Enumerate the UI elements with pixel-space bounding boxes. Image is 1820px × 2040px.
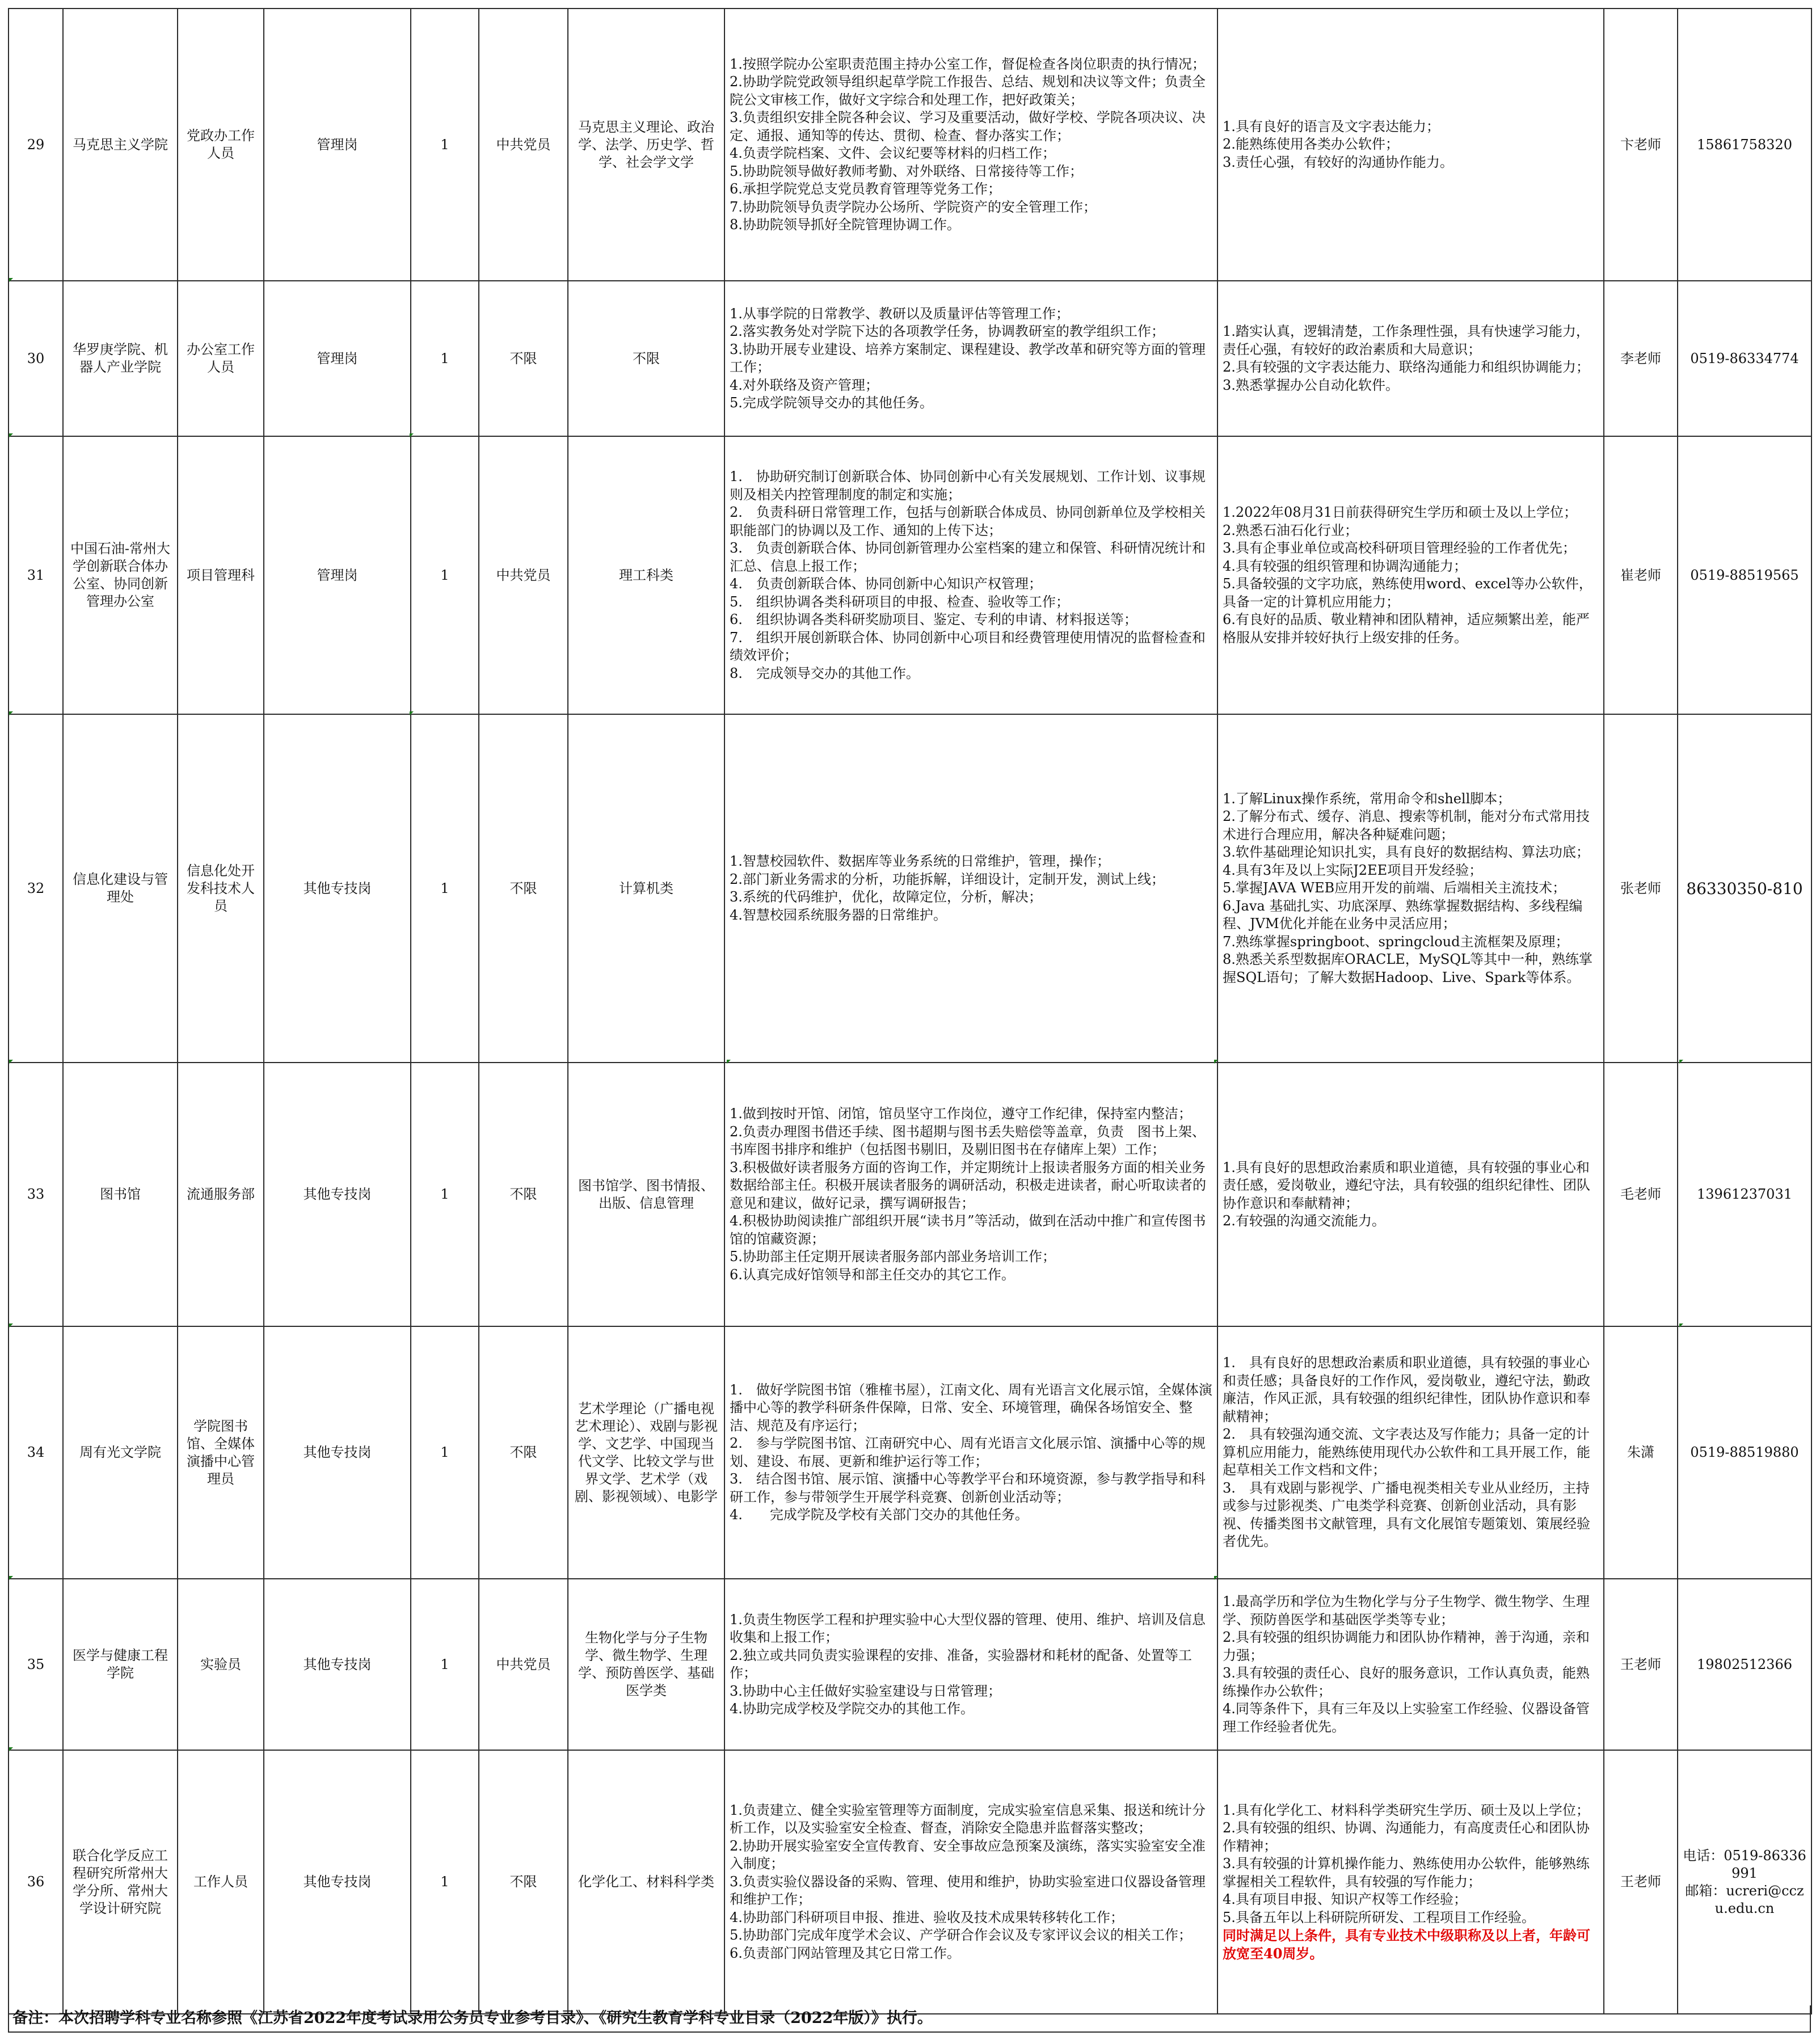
duty-item: 5.协助院领导做好教师考勤、对外联络、日常接待等工作； bbox=[730, 163, 1083, 179]
row-number: 33 bbox=[9, 1063, 63, 1326]
duty-item: 2.协助学院党政领导组织起草学院工作报告、总结、规划和决议等文件；负责全院公文审核工作，做好文字综合和处理工作，把好政策关； bbox=[730, 74, 1206, 108]
requirement-item: 7.熟练掌握springboot、springcloud主流框架及原理； bbox=[1223, 933, 1569, 950]
requirement-item: 1.最高学历和学位为生物化学与分子生物学、微生物学、生理学、预防兽医学和基础医学类等专业； bbox=[1223, 1594, 1590, 1628]
duty-item: 2. 参与学院图书馆、江南研究中心、周有光语言文化展示馆、演播中心等的规划、建设、布展、更新和维护运行等工作； bbox=[730, 1435, 1206, 1469]
political-status-cell: 不限 bbox=[479, 1063, 568, 1326]
requirement-item: 5.具备较强的文字功底，熟练使用word、excel等办公软件，具备一定的计算机应用能力； bbox=[1223, 576, 1592, 610]
table-row bbox=[9, 1750, 1811, 2014]
requirement-item: 5.掌握JAVA WEB应用开发的前端、后端相关主流技术； bbox=[1223, 880, 1566, 896]
major-cell: 生物化学与分子生物学、微生物学、生理学、预防兽医学、基础医学类 bbox=[568, 1579, 724, 1750]
political-status-cell: 中共党员 bbox=[479, 436, 568, 714]
major-cell: 图书馆学、图书情报、出版、信息管理 bbox=[568, 1063, 724, 1326]
duties-cell bbox=[724, 9, 1217, 281]
duty-item: 2.独立或共同负责实验课程的安排、准备，实验器材和耗材的配备、处置等工作； bbox=[730, 1647, 1192, 1681]
duty-item: 2.协助开展实验室安全宣传教育、安全事故应急预案及演练，落实实验室安全准入制度； bbox=[730, 1837, 1206, 1872]
requirement-item: 3.软件基础理论知识扎实，具有良好的数据结构、算法功底； bbox=[1223, 844, 1590, 861]
duty-item: 2.负责办理图书借还手续、图书超期与图书丢失赔偿等盖章，负责 图书上架、书库图书排序和维护（包括图书剔旧，及剔旧图书在存储库上架）工作； bbox=[730, 1123, 1206, 1157]
contact-cell: 毛老师 bbox=[1604, 1063, 1678, 1326]
position-cell: 工作人员 bbox=[178, 1750, 264, 2014]
requirements-cell bbox=[1217, 9, 1604, 281]
position-cell: 党政办工作人员 bbox=[178, 9, 264, 281]
requirement-item: 1.具有良好的思想政治素质和职业道德，具有较强的事业心和责任感，爱岗敬业，遵纪守法，具有较强的组织纪律性、团队协作意识和奉献精神； bbox=[1223, 1159, 1590, 1211]
duty-item: 3.负责组织安排全院各种会议、学习及重要活动，做好学校、学院各项决议、决定、通报、通知等的传达、贯彻、检查、督办落实工作； bbox=[730, 109, 1206, 144]
recruitment-table bbox=[8, 8, 1812, 2014]
cell-corner-marker bbox=[1214, 1060, 1218, 1064]
phone-cell: 86330350-810 bbox=[1678, 714, 1811, 1063]
row-number: 29 bbox=[9, 9, 63, 281]
duty-item: 7. 组织开展创新联合体、协同创新中心项目和经费管理使用情况的监督检查和绩效评价； bbox=[730, 629, 1206, 663]
duty-item: 3. 负责创新联合体、协同创新管理办公室档案的建立和保管、科研情况统计和汇总、信息上报工作； bbox=[730, 540, 1206, 574]
major-cell: 理工科类 bbox=[568, 436, 724, 714]
post-type-cell: 其他专技岗 bbox=[264, 1063, 411, 1326]
duty-item: 6.认真完成好馆领导和部主任交办的其它工作。 bbox=[730, 1266, 1015, 1283]
requirement-item: 2. 具有较强沟通交流、文字表达及写作能力；具备一定的计算机应用能力，能熟练使用现代办公软件和工具开展工作，能起草相关工作文档和文件； bbox=[1223, 1426, 1590, 1478]
requirement-item: 1.2022年08月31日前获得研究生学历和硕士及以上学位； bbox=[1223, 504, 1578, 520]
headcount-cell: 1 bbox=[411, 281, 479, 436]
cell-corner-marker bbox=[1679, 1324, 1683, 1327]
requirement-item: 6.Java 基础扎实、功底深厚、熟练掌握数据结构、多线程编程、JVM优化并能在业务中灵活应用； bbox=[1223, 897, 1583, 932]
requirements-cell bbox=[1217, 1750, 1604, 2014]
row-number: 34 bbox=[9, 1326, 63, 1579]
headcount-cell: 1 bbox=[411, 1579, 479, 1750]
duty-item: 3.负责实验仪器设备的采购、管理、使用和维护，协助实验室进口仪器设备管理和维护工作； bbox=[730, 1873, 1206, 1908]
requirement-item: 2.具有较强的组织协调能力和团队协作精神，善于沟通，亲和力强； bbox=[1223, 1629, 1590, 1663]
post-type-cell: 管理岗 bbox=[264, 9, 411, 281]
cell-corner-marker bbox=[1214, 1576, 1218, 1580]
contact-cell: 崔老师 bbox=[1604, 436, 1678, 714]
cell-corner-marker bbox=[410, 711, 414, 715]
duty-item: 8.协助院领导抓好全院管理协调工作。 bbox=[730, 217, 960, 233]
phone-cell: 15861758320 bbox=[1678, 9, 1811, 281]
post-type-cell: 其他专技岗 bbox=[264, 714, 411, 1063]
headcount-cell: 1 bbox=[411, 436, 479, 714]
duty-item: 4.负责学院档案、文件、会议纪要等材料的归档工作； bbox=[730, 145, 1056, 161]
requirement-item: 3.责任心强，有较好的沟通协作能力。 bbox=[1223, 154, 1454, 170]
cell-corner-marker bbox=[9, 711, 13, 715]
duty-item: 1.做到按时开馆、闭馆，馆员坚守工作岗位，遵守工作纪律，保持室内整洁； bbox=[730, 1106, 1192, 1122]
requirement-item: 1.具有良好的语言及文字表达能力； bbox=[1223, 118, 1440, 134]
requirement-item: 3.具有较强的责任心、良好的服务意识，工作认真负责，能熟练操作办公软件； bbox=[1223, 1665, 1590, 1699]
unit-cell: 联合化学反应工程研究所常州大学分所、常州大学设计研究院 bbox=[63, 1750, 178, 2014]
post-type-cell: 管理岗 bbox=[264, 436, 411, 714]
table-row bbox=[9, 1063, 1811, 1326]
requirement-item: 3.具有企事业单位或高校科研项目管理经验的工作者优先； bbox=[1223, 540, 1576, 556]
contact-cell: 卞老师 bbox=[1604, 9, 1678, 281]
duty-item: 6.负责部门网站管理及其它日常工作。 bbox=[730, 1945, 960, 1961]
post-type-cell: 其他专技岗 bbox=[264, 1326, 411, 1579]
table-row bbox=[9, 1326, 1811, 1579]
duties-cell bbox=[724, 714, 1217, 1063]
table-row bbox=[9, 436, 1811, 714]
phone-line: 邮箱：ucreri@cczu.edu.cn bbox=[1685, 1882, 1804, 1916]
duties-cell bbox=[724, 1063, 1217, 1326]
duty-item: 2. 负责科研日常管理工作，包括与创新联合体成员、协同创新单位及学校相关职能部门的协调以及工作、通知的上传下达； bbox=[730, 504, 1206, 538]
duty-item: 2.部门新业务需求的分析，功能拆解，详细设计，定制开发，测试上线； bbox=[730, 871, 1165, 887]
phone-line: 电话：0519-86336991 bbox=[1683, 1847, 1806, 1881]
major-cell: 不限 bbox=[568, 281, 724, 436]
requirement-item: 5.具备五年以上科研院所研发、工程项目工作经验。 bbox=[1223, 1909, 1535, 1925]
contact-cell: 王老师 bbox=[1604, 1579, 1678, 1750]
duty-item: 7.协助院领导负责学院办公场所、学院资产的安全管理工作； bbox=[730, 199, 1097, 215]
unit-cell: 马克思主义学院 bbox=[63, 9, 178, 281]
unit-cell: 医学与健康工程学院 bbox=[63, 1579, 178, 1750]
duty-item: 4. 完成学院及学校有关部门交办的其他任务。 bbox=[730, 1507, 1029, 1523]
duty-item: 1. 做好学院图书馆（雅榷书屋），江南文化、周有光语言文化展示馆，全媒体演播中心等的教学科研条件保障，日常、安全、环境管理，确保各场馆安全、整洁、规范及有序运行； bbox=[730, 1381, 1212, 1434]
political-status-cell: 不限 bbox=[479, 1750, 568, 2014]
cell-corner-marker bbox=[1679, 1060, 1683, 1064]
headcount-cell: 1 bbox=[411, 1063, 479, 1326]
position-cell: 实验员 bbox=[178, 1579, 264, 1750]
headcount-cell: 1 bbox=[411, 714, 479, 1063]
contact-cell: 王老师 bbox=[1604, 1750, 1678, 2014]
headcount-cell: 1 bbox=[411, 1750, 479, 2014]
cell-corner-marker bbox=[9, 1060, 13, 1064]
unit-cell: 华罗庚学院、机器人产业学院 bbox=[63, 281, 178, 436]
requirement-item: 6.有良好的品质、敬业精神和团队精神，适应频繁出差，能严格服从安排并较好执行上级安排的任务。 bbox=[1223, 612, 1590, 646]
duty-item: 6.承担学院党总支党员教育管理等党务工作； bbox=[730, 181, 1001, 197]
cell-corner-marker bbox=[9, 1324, 13, 1327]
requirement-item: 4.具有较强的组织管理和协调沟通能力； bbox=[1223, 558, 1467, 574]
major-cell: 化学化工、材料科学类 bbox=[568, 1750, 724, 2014]
duties-cell bbox=[724, 1579, 1217, 1750]
duty-item: 1. 协助研究制订创新联合体、协同创新中心有关发展规划、工作计划、议事规则及相关内控管理制度的制定和实施； bbox=[730, 469, 1206, 503]
duty-item: 4.积极协助阅读推广部组织开展“读书月”等活动，做到在活动中推广和宣传图书馆的馆藏资源； bbox=[730, 1213, 1206, 1247]
cell-corner-marker bbox=[9, 278, 13, 282]
duty-item: 5.协助部主任定期开展读者服务部内部业务培训工作； bbox=[730, 1249, 1056, 1265]
duty-item: 1.从事学院的日常教学、教研以及质量评估等管理工作； bbox=[730, 305, 1069, 322]
requirements-cell bbox=[1217, 281, 1604, 436]
duty-item: 4.智慧校园系统服务器的日常维护。 bbox=[730, 907, 947, 923]
requirements-cell bbox=[1217, 714, 1604, 1063]
table-row bbox=[9, 714, 1811, 1063]
phone-cell: 0519-86334774 bbox=[1678, 281, 1811, 436]
major-cell: 艺术学理论（广播电视艺术理论）、戏剧与影视学、文艺学、中国现当代文学、比较文学与世界文学、艺术学（戏剧、影视领域）、电影学 bbox=[568, 1326, 724, 1579]
political-status-cell: 不限 bbox=[479, 1326, 568, 1579]
cell-corner-marker bbox=[9, 1747, 13, 1751]
duty-item: 3. 结合图书馆、展示馆、演播中心等教学平台和环境资源，参与教学指导和科研工作，参与带领学生开展学科竞赛、创新创业活动等； bbox=[730, 1471, 1206, 1505]
position-cell: 流通服务部 bbox=[178, 1063, 264, 1326]
requirement-item: 4.具有项目申报、知识产权等工作经验； bbox=[1223, 1891, 1467, 1908]
requirement-item: 3.具有较强的计算机操作能力、熟练使用办公软件，能够熟练掌握相关工程软件，具有较强的写作能力； bbox=[1223, 1856, 1590, 1890]
position-cell: 学院图书馆、全媒体演播中心管理员 bbox=[178, 1326, 264, 1579]
contact-cell: 李老师 bbox=[1604, 281, 1678, 436]
table-body bbox=[9, 9, 1811, 2014]
requirements-cell bbox=[1217, 1579, 1604, 1750]
requirement-item: 1. 具有良好的思想政治素质和职业道德，具有较强的事业心和责任感；具备良好的工作作风，爱岗敬业，遵纪守法，勤政廉洁，作风正派，具有较强的组织纪律性，团队协作意识和奉献精神； bbox=[1223, 1355, 1590, 1424]
unit-cell: 中国石油-常州大学创新联合体办公室、协同创新管理办公室 bbox=[63, 436, 178, 714]
requirement-item: 8.熟悉关系型数据库ORACLE，MySQL等其中一种，熟练掌握SQL语句；了解大数据Hadoop、Live、Spark等体系。 bbox=[1223, 951, 1592, 985]
duty-item: 5. 组织协调各类科研项目的申报、检查、验收等工作； bbox=[730, 593, 1069, 610]
duties-cell bbox=[724, 436, 1217, 714]
position-cell: 信息化处开发科技术人员 bbox=[178, 714, 264, 1063]
headcount-cell: 1 bbox=[411, 1326, 479, 1579]
requirement-item: 2.能熟练使用各类办公软件； bbox=[1223, 136, 1399, 153]
requirement-item: 3.熟悉掌握办公自动化软件。 bbox=[1223, 377, 1399, 393]
requirements-cell bbox=[1217, 1063, 1604, 1326]
table-row bbox=[9, 1579, 1811, 1750]
requirement-note: 同时满足以上条件，具有专业技术中级职称及以上者，年龄可放宽至40周岁。 bbox=[1223, 1927, 1590, 1962]
duties-cell bbox=[724, 281, 1217, 436]
requirement-item: 4.同等条件下，具有三年及以上实验室工作经验、仪器设备管理工作经验者优先。 bbox=[1223, 1701, 1590, 1735]
phone-cell: 13961237031 bbox=[1678, 1063, 1811, 1326]
table-row bbox=[9, 9, 1811, 281]
duty-item: 3.协助中心主任做好实验室建设与日常管理； bbox=[730, 1683, 1001, 1699]
duty-item: 8. 完成领导交办的其他工作。 bbox=[730, 665, 920, 681]
unit-cell: 周有光文学院 bbox=[63, 1326, 178, 1579]
duties-cell bbox=[724, 1326, 1217, 1579]
table-row bbox=[9, 281, 1811, 436]
position-cell: 办公室工作人员 bbox=[178, 281, 264, 436]
row-number: 30 bbox=[9, 281, 63, 436]
phone-cell: 0519-88519565 bbox=[1678, 436, 1811, 714]
post-type-cell: 其他专技岗 bbox=[264, 1750, 411, 2014]
contact-cell: 张老师 bbox=[1604, 714, 1678, 1063]
row-number: 35 bbox=[9, 1579, 63, 1750]
requirement-item: 4.具有3年及以上实际J2EE项目开发经验； bbox=[1223, 862, 1483, 878]
political-status-cell: 中共党员 bbox=[479, 1579, 568, 1750]
position-cell: 项目管理科 bbox=[178, 436, 264, 714]
requirement-item: 2.具有较强的文字表达能力、联络沟通能力和组织协调能力； bbox=[1223, 359, 1590, 375]
contact-cell: 朱潇 bbox=[1604, 1326, 1678, 1579]
unit-cell: 信息化建设与管理处 bbox=[63, 714, 178, 1063]
duty-item: 1.负责建立、健全实验室管理等方面制度，完成实验室信息采集、报送和统计分析工作，以及实验室安全检查、督查，消除安全隐患并监督落实整改； bbox=[730, 1802, 1206, 1836]
duty-item: 6. 组织协调各类科研奖励项目、鉴定、专利的申请、材料报送等； bbox=[730, 612, 1138, 627]
major-cell: 计算机类 bbox=[568, 714, 724, 1063]
duty-item: 4.协助部门科研项目申报、推进、验收及技术成果转移转化工作； bbox=[730, 1909, 1124, 1925]
cell-corner-marker bbox=[727, 1060, 731, 1064]
headcount-cell: 1 bbox=[411, 9, 479, 281]
duty-item: 3.系统的代码维护，优化，故障定位，分析，解决； bbox=[730, 889, 1042, 905]
duty-item: 3.协助开展专业建设、培养方案制定、课程建设、教学改革和研究等方面的管理工作； bbox=[730, 341, 1206, 375]
political-status-cell: 中共党员 bbox=[479, 9, 568, 281]
requirement-item: 1.具有化学化工、材料科学类研究生学历、硕士及以上学位； bbox=[1223, 1802, 1590, 1818]
duty-item: 1.智慧校园软件、数据库等业务系统的日常维护，管理，操作； bbox=[730, 853, 1110, 869]
requirements-cell bbox=[1217, 1326, 1604, 1579]
political-status-cell: 不限 bbox=[479, 281, 568, 436]
political-status-cell: 不限 bbox=[479, 714, 568, 1063]
post-type-cell: 管理岗 bbox=[264, 281, 411, 436]
duty-item: 3.积极做好读者服务方面的咨询工作，并定期统计上报读者服务方面的相关业务数据给部主任。积极开展读者服务的调研活动，积极走进读者，耐心听取读者的意见和建议，做好记录，撰写调研报告； bbox=[730, 1159, 1206, 1211]
duty-item: 4.对外联络及资产管理； bbox=[730, 377, 879, 393]
phone-cell bbox=[1678, 1750, 1811, 2014]
duties-cell bbox=[724, 1750, 1217, 2014]
duty-item: 5.完成学院领导交办的其他任务。 bbox=[730, 395, 933, 411]
phone-cell: 0519-88519880 bbox=[1678, 1326, 1811, 1579]
phone-cell: 19802512366 bbox=[1678, 1579, 1811, 1750]
requirement-item: 1.了解Linux操作系统，常用命令和shell脚本； bbox=[1223, 790, 1511, 807]
row-number: 32 bbox=[9, 714, 63, 1063]
unit-cell: 图书馆 bbox=[63, 1063, 178, 1326]
duty-item: 4. 负责创新联合体、协同创新中心知识产权管理； bbox=[730, 576, 1042, 592]
cell-corner-marker bbox=[9, 433, 13, 437]
major-cell: 马克思主义理论、政治学、法学、历史学、哲学、社会学文学 bbox=[568, 9, 724, 281]
duty-item: 1.负责生物医学工程和护理实验中心大型仪器的管理、使用、维护、培训及信息收集和上报工作； bbox=[730, 1611, 1206, 1645]
requirement-item: 1.踏实认真，逻辑清楚，工作条理性强，具有快速学习能力，责任心强，有较好的政治素质和大局意识； bbox=[1223, 323, 1590, 357]
post-type-cell: 其他专技岗 bbox=[264, 1579, 411, 1750]
requirement-item: 2.了解分布式、缓存、消息、搜索等机制，能对分布式常用技术进行合理应用，解决各种疑难问题； bbox=[1223, 808, 1590, 842]
requirement-item: 2.具有较强的组织、协调、沟通能力，有高度责任心和团队协作精神； bbox=[1223, 1820, 1590, 1854]
footnote: 备注：本次招聘学科专业名称参照《江苏省2022年度考试录用公务员专业参考目录》、《研究生教育学科专业目录（2022年版）》执行。 bbox=[8, 2005, 1811, 2033]
cell-corner-marker bbox=[410, 433, 414, 437]
requirement-item: 2.熟悉石油石化行业； bbox=[1223, 522, 1358, 538]
row-number: 36 bbox=[9, 1750, 63, 2014]
requirements-cell bbox=[1217, 436, 1604, 714]
cell-corner-marker bbox=[9, 1576, 13, 1580]
duty-item: 5.协助部门完成年度学术会议、产学研合作会议及专家评议会议的相关工作； bbox=[730, 1927, 1192, 1944]
row-number: 31 bbox=[9, 436, 63, 714]
requirement-item: 3. 具有戏剧与影视学、广播电视类相关专业从业经历，主持或参与过影视类、广电类学科竞赛、创新创业活动，具有影视、传播类图书文献管理，具有文化展馆专题策划、策展经验者优先。 bbox=[1223, 1480, 1590, 1550]
duty-item: 4.协助完成学校及学院交办的其他工作。 bbox=[730, 1701, 974, 1717]
requirement-item: 2.有较强的沟通交流能力。 bbox=[1223, 1213, 1385, 1229]
duty-item: 2.落实教务处对学院下达的各项教学任务，协调教研室的教学组织工作； bbox=[730, 323, 1165, 339]
duty-item: 1.按照学院办公室职责范围主持办公室工作，督促检查各岗位职责的执行情况； bbox=[730, 56, 1206, 72]
